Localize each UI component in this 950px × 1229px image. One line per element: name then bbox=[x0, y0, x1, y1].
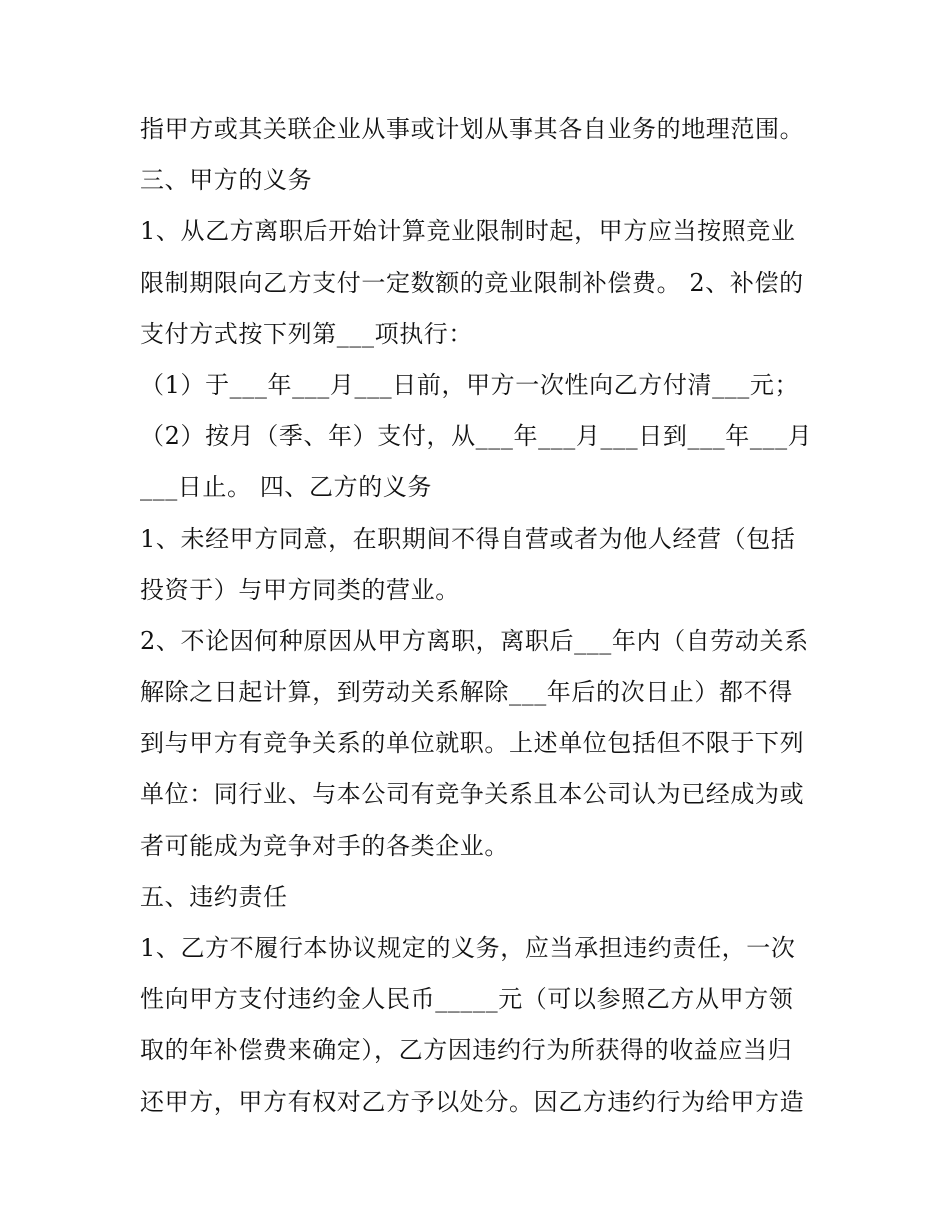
text-line: 限制期限向乙方支付一定数额的竞业限制补偿费。 2、补偿的 bbox=[140, 268, 804, 297]
text-line: 2、不论因何种原因从甲方离职，离职后___年内（自劳动关系 bbox=[140, 626, 809, 655]
text-line: 解除之日起计算，到劳动关系解除___年后的次日止）都不得 bbox=[140, 678, 793, 707]
text-line: 还甲方，甲方有权对乙方予以处分。因乙方违约行为给甲方造 bbox=[140, 1087, 805, 1116]
text-line: 指甲方或其关联企业从事或计划从事其各自业务的地理范围。 bbox=[140, 115, 805, 143]
text-line: （2）按月（季、年）支付，从___年___月___日到___年___月 bbox=[140, 422, 813, 451]
text-line: ___日止。 四、乙方的义务 bbox=[140, 473, 433, 502]
text-line: 取的年补偿费来确定），乙方因违约行为所获得的收益应当归 bbox=[140, 1036, 793, 1065]
section-heading: 五、违约责任 bbox=[140, 882, 288, 911]
text-line: （1）于___年___月___日前，甲方一次性向乙方付清___元； bbox=[140, 370, 800, 399]
text-line: 投资于）与甲方同类的营业。 bbox=[140, 575, 460, 604]
text-line: 支付方式按下列第___项执行： bbox=[140, 319, 473, 348]
text-line: 1、从乙方离职后开始计算竞业限制时起，甲方应当按照竞业 bbox=[140, 217, 796, 246]
text-line: 1、乙方不履行本协议规定的义务，应当承担违约责任，一次 bbox=[140, 934, 796, 962]
text-line: 性向甲方支付违约金人民币_____元（可以参照乙方从甲方领 bbox=[140, 985, 794, 1014]
text-line: 1、未经甲方同意，在职期间不得自营或者为他人经营（包括 bbox=[140, 524, 796, 553]
document-body bbox=[140, 104, 820, 1128]
text-line: 单位：同行业、与本公司有竞争关系且本公司认为已经成为或 bbox=[140, 780, 805, 809]
section-heading: 三、甲方的义务 bbox=[140, 166, 313, 195]
text-line: 者可能成为竞争对手的各类企业。 bbox=[140, 831, 509, 860]
text-line: 到与甲方有竞争关系的单位就职。上述单位包括但不限于下列 bbox=[140, 729, 805, 758]
